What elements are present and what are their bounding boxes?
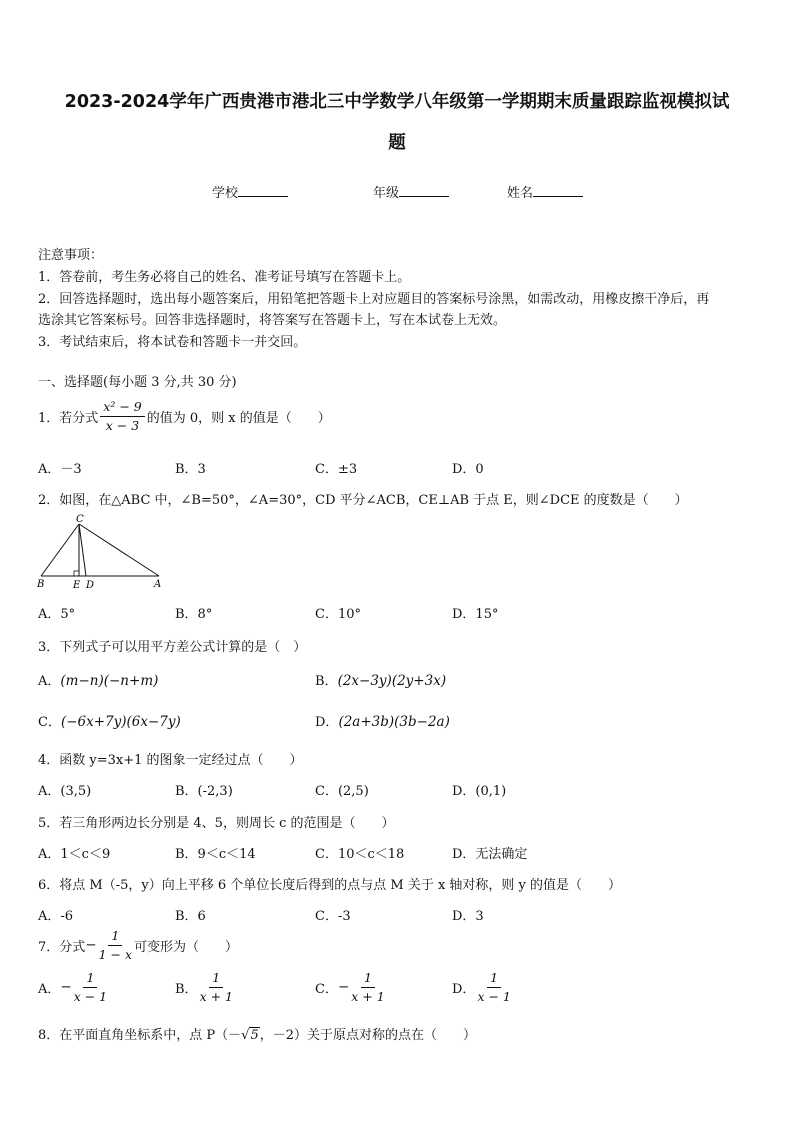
- q7-option-b-fraction: [200, 971, 233, 1004]
- q5-option-b[interactable]: B．9＜c＜14: [175, 847, 256, 862]
- q7-option-b-denominator: x + 1: [199, 988, 233, 1004]
- q3-option-a-expr: (m−n)(−n+m): [60, 673, 159, 689]
- q5-option-c[interactable]: C．10＜c＜18: [315, 847, 405, 862]
- label-c: C: [76, 514, 84, 525]
- q3-option-b[interactable]: [315, 670, 446, 689]
- label-b: B: [37, 579, 45, 590]
- q7-option-d-fraction: [477, 971, 510, 1004]
- q1-fraction-numerator: x² − 9: [100, 400, 144, 417]
- q7-prefix: 7．分式: [38, 939, 86, 955]
- q7-option-b[interactable]: [175, 971, 235, 1004]
- question-8-stem: [38, 1024, 476, 1043]
- q4-option-b[interactable]: B．(-2,3): [175, 784, 233, 799]
- q3-option-c-expr: (−6x+7y)(6x−7y): [60, 714, 181, 730]
- q3-option-b-label: B．: [315, 674, 338, 689]
- q1-fraction: [100, 400, 144, 433]
- note-1: 1．答卷前，考生务必将自己的姓名、准考证号填写在答题卡上。: [38, 270, 411, 285]
- q6-option-b[interactable]: B．6: [175, 909, 206, 924]
- q7-option-d-label: D．: [452, 981, 476, 997]
- q6-option-c[interactable]: C．-3: [315, 909, 351, 924]
- q8-prefix: 8．在平面直角坐标系中，点 P（－: [38, 1028, 242, 1043]
- side-bc: [41, 524, 79, 576]
- q7-option-c-sign: −: [337, 979, 350, 996]
- q7-option-c-label: C．: [315, 981, 338, 997]
- school-field[interactable]: [212, 182, 288, 201]
- note-2: 2．回答选择题时，选出每小题答案后，用铅笔把答题卡上对应题目的答案标号涂黑，如需改动，用橡皮擦干净后，再: [38, 292, 710, 307]
- triangle-figure: [36, 514, 164, 590]
- q5-option-d[interactable]: D．无法确定: [452, 847, 528, 862]
- q1-prefix: 1．若分式: [38, 410, 99, 426]
- school-label: 学校: [212, 186, 239, 201]
- note-3: 3．考试结束后，将本试卷和答题卡一并交回。: [38, 335, 307, 350]
- label-a: A: [154, 579, 162, 590]
- q5-option-a[interactable]: A．1＜c＜9: [38, 847, 111, 862]
- q7-option-c-denominator: x + 1: [351, 988, 385, 1004]
- sqrt-symbol: √: [241, 1028, 250, 1043]
- school-blank[interactable]: [238, 184, 288, 197]
- grade-label: 年级: [373, 186, 400, 201]
- name-blank[interactable]: [533, 184, 583, 197]
- q1-option-b[interactable]: B．3: [175, 462, 206, 477]
- q3-option-a[interactable]: [38, 670, 158, 689]
- bisector-cd: [79, 524, 86, 576]
- q6-option-a[interactable]: A．-6: [38, 909, 74, 924]
- q7-option-d[interactable]: [452, 971, 513, 1004]
- q7-fraction-numerator: 1: [108, 929, 122, 946]
- label-e: E: [73, 580, 81, 590]
- q2-option-b[interactable]: B．8°: [175, 607, 213, 622]
- page-title: 2023-2024学年广西贵港市港北三中学数学八年级第一学期期末质量跟踪监视模拟试: [64, 92, 730, 112]
- question-1-stem: [38, 400, 331, 433]
- q3-option-c-label: C．: [38, 715, 61, 730]
- q7-option-a[interactable]: [38, 971, 109, 1004]
- q2-option-d[interactable]: D．15°: [452, 607, 499, 622]
- section-heading: 一、选择题(每小题 3 分,共 30 分): [38, 375, 237, 390]
- q1-option-d[interactable]: D．0: [452, 462, 484, 477]
- q7-option-b-numerator: 1: [209, 971, 223, 988]
- notes-heading: 注意事项：: [38, 248, 104, 263]
- q3-option-d[interactable]: [315, 711, 450, 730]
- page-title-continued: 题: [388, 133, 406, 153]
- q7-option-a-denominator: x − 1: [73, 988, 108, 1004]
- question-2-stem: 2．如图，在△ABC 中，∠B=50°，∠A=30°，CD 平分∠ACB，CE⊥AB 于点 E，则∠DCE 的度数是（ ）: [38, 493, 688, 508]
- question-6-stem: 6．将点 M（-5，y）向上平移 6 个单位长度后得到的点与点 M 关于 x 轴对称，则 y 的值是（ ）: [38, 878, 622, 893]
- q3-option-c[interactable]: [38, 711, 181, 730]
- q7-suffix: 可变形为（ ）: [134, 939, 239, 955]
- q4-option-c[interactable]: C．(2,5): [315, 784, 369, 799]
- q6-option-d[interactable]: D．3: [452, 909, 484, 924]
- question-5-stem: 5．若三角形两边长分别是 4、5，则周长 c 的范围是（ ）: [38, 816, 395, 831]
- q7-option-a-sign: −: [60, 979, 72, 996]
- question-3-stem: 3．下列式子可以用平方差公式计算的是（ ）: [38, 640, 307, 655]
- label-d: D: [86, 580, 95, 590]
- q4-option-d[interactable]: D．(0,1): [452, 784, 507, 799]
- q3-option-a-label: A．: [38, 674, 61, 689]
- q7-fraction: [99, 929, 132, 962]
- q1-suffix: 的值为 0，则 x 的值是（ ）: [146, 410, 331, 426]
- q4-option-a[interactable]: A．(3,5): [38, 784, 92, 799]
- q3-option-b-expr: (2x−3y)(2y+3x): [337, 673, 447, 689]
- q7-option-a-numerator: 1: [83, 971, 97, 988]
- question-7-stem: [38, 929, 238, 962]
- q8-sqrt-value: 5: [250, 1028, 259, 1043]
- name-label: 姓名: [507, 186, 534, 201]
- q7-fraction-denominator: 1 − x: [98, 946, 133, 962]
- q1-option-c[interactable]: C．±3: [315, 462, 358, 477]
- q2-option-a[interactable]: A．5°: [38, 607, 76, 622]
- q3-option-d-label: D．: [315, 715, 339, 730]
- q8-suffix: ，－2）关于原点对称的点在（ ）: [259, 1028, 477, 1043]
- grade-blank[interactable]: [399, 184, 449, 197]
- q7-option-b-label: B．: [175, 981, 198, 997]
- right-angle-mark: [74, 571, 79, 576]
- q7-sign: −: [85, 937, 97, 954]
- q7-option-d-numerator: 1: [487, 971, 501, 988]
- q7-option-c-fraction: [351, 971, 384, 1004]
- q3-option-d-expr: (2a+3b)(3b−2a): [338, 714, 450, 730]
- q1-fraction-denominator: x − 3: [105, 417, 140, 433]
- q2-option-c[interactable]: C．10°: [315, 607, 361, 622]
- note-2-continued: 选涂其它答案标号。回答非选择题时，将答案写在答题卡上，写在本试卷上无效。: [38, 313, 507, 328]
- q7-option-d-denominator: x − 1: [477, 988, 511, 1004]
- side-ca: [79, 524, 159, 576]
- q7-option-c-numerator: 1: [361, 971, 375, 988]
- grade-field[interactable]: [373, 182, 449, 201]
- q7-option-c[interactable]: [315, 971, 387, 1004]
- q7-option-a-label: A．: [38, 981, 61, 997]
- name-field[interactable]: [507, 182, 583, 201]
- q7-option-a-fraction: [74, 971, 107, 1004]
- q1-option-a[interactable]: A．－3: [38, 462, 82, 477]
- question-4-stem: 4．函数 y=3x+1 的图象一定经过点（ ）: [38, 753, 303, 768]
